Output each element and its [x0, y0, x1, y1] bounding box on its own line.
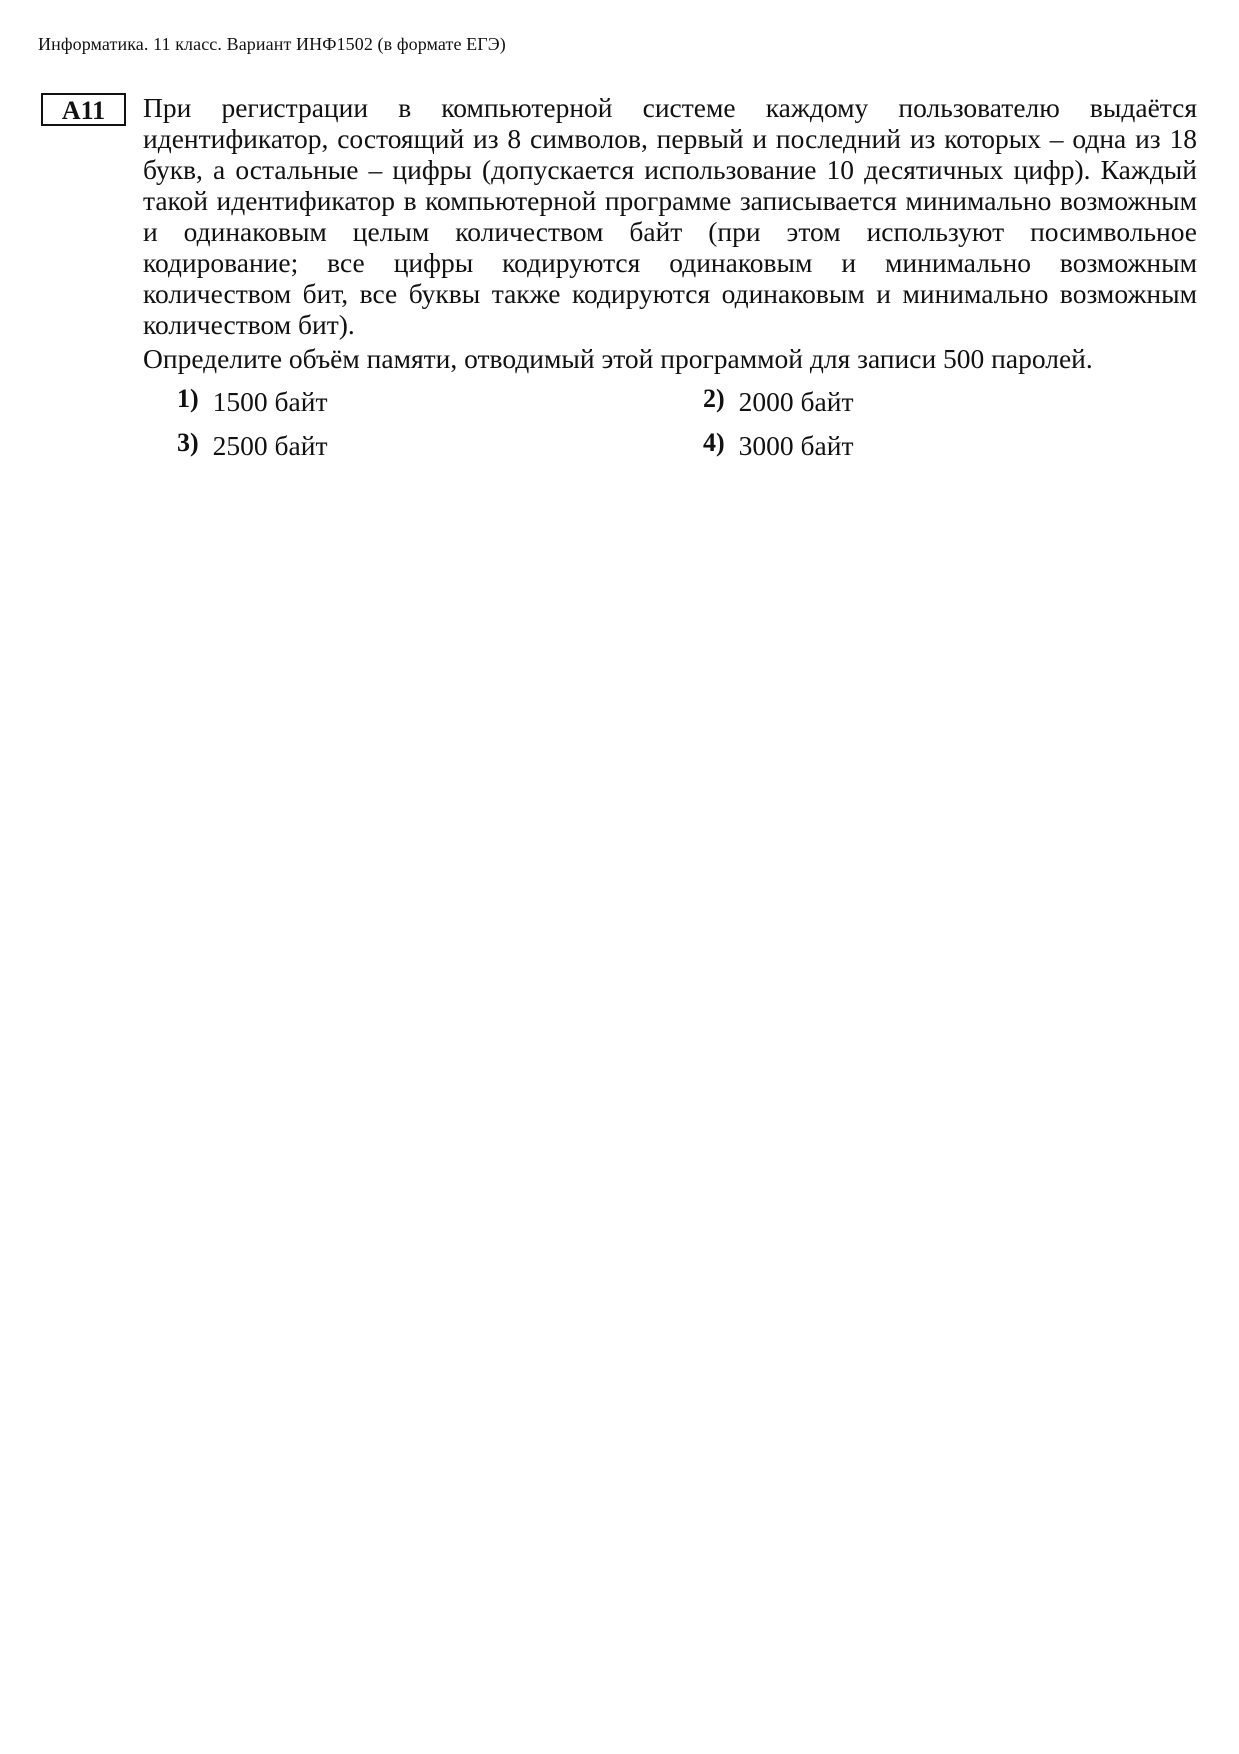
answer-number: 1) [177, 384, 199, 413]
answer-number: 4) [703, 428, 725, 457]
answer-option-2 [703, 386, 853, 418]
answer-text: 3000 байт [738, 430, 854, 461]
answer-text: 2500 байт [212, 430, 328, 461]
answer-option-4 [703, 430, 853, 462]
page-header: Информатика. 11 класс. Вариант ИНФ1502 (в формате ЕГЭ) [38, 34, 506, 54]
answer-options [143, 386, 1197, 476]
answer-option-3 [177, 430, 327, 462]
answer-option-1 [177, 386, 327, 418]
task-number-label: A11 [41, 93, 126, 126]
answer-number: 2) [703, 384, 725, 413]
task-question-text: Определите объём памяти, отводимый этой программой для записи 500 паролей. [143, 343, 1093, 374]
answer-text: 2000 байт [738, 386, 854, 417]
answer-number: 3) [177, 428, 199, 457]
task-condition-text: При регистрации в компьютерной системе каждому пользователю выдаётся идентификатор, состоящий из 8 символов, первый и последний из которых – одна из 18 букв, а остальные – цифры (допускается использование 10 десятичных цифр). Каждый такой идентификатор в компьютерной программе записывается минимально возможным и одинаковым целым количеством байт (при этом используют посимвольное кодирование; все цифры кодируются одинаковым и минимально возможным количеством бит, все буквы также кодируются одинаковым и минимально возможным количеством бит). [143, 92, 1197, 340]
answer-text: 1500 байт [212, 386, 328, 417]
task-body [143, 92, 1197, 476]
